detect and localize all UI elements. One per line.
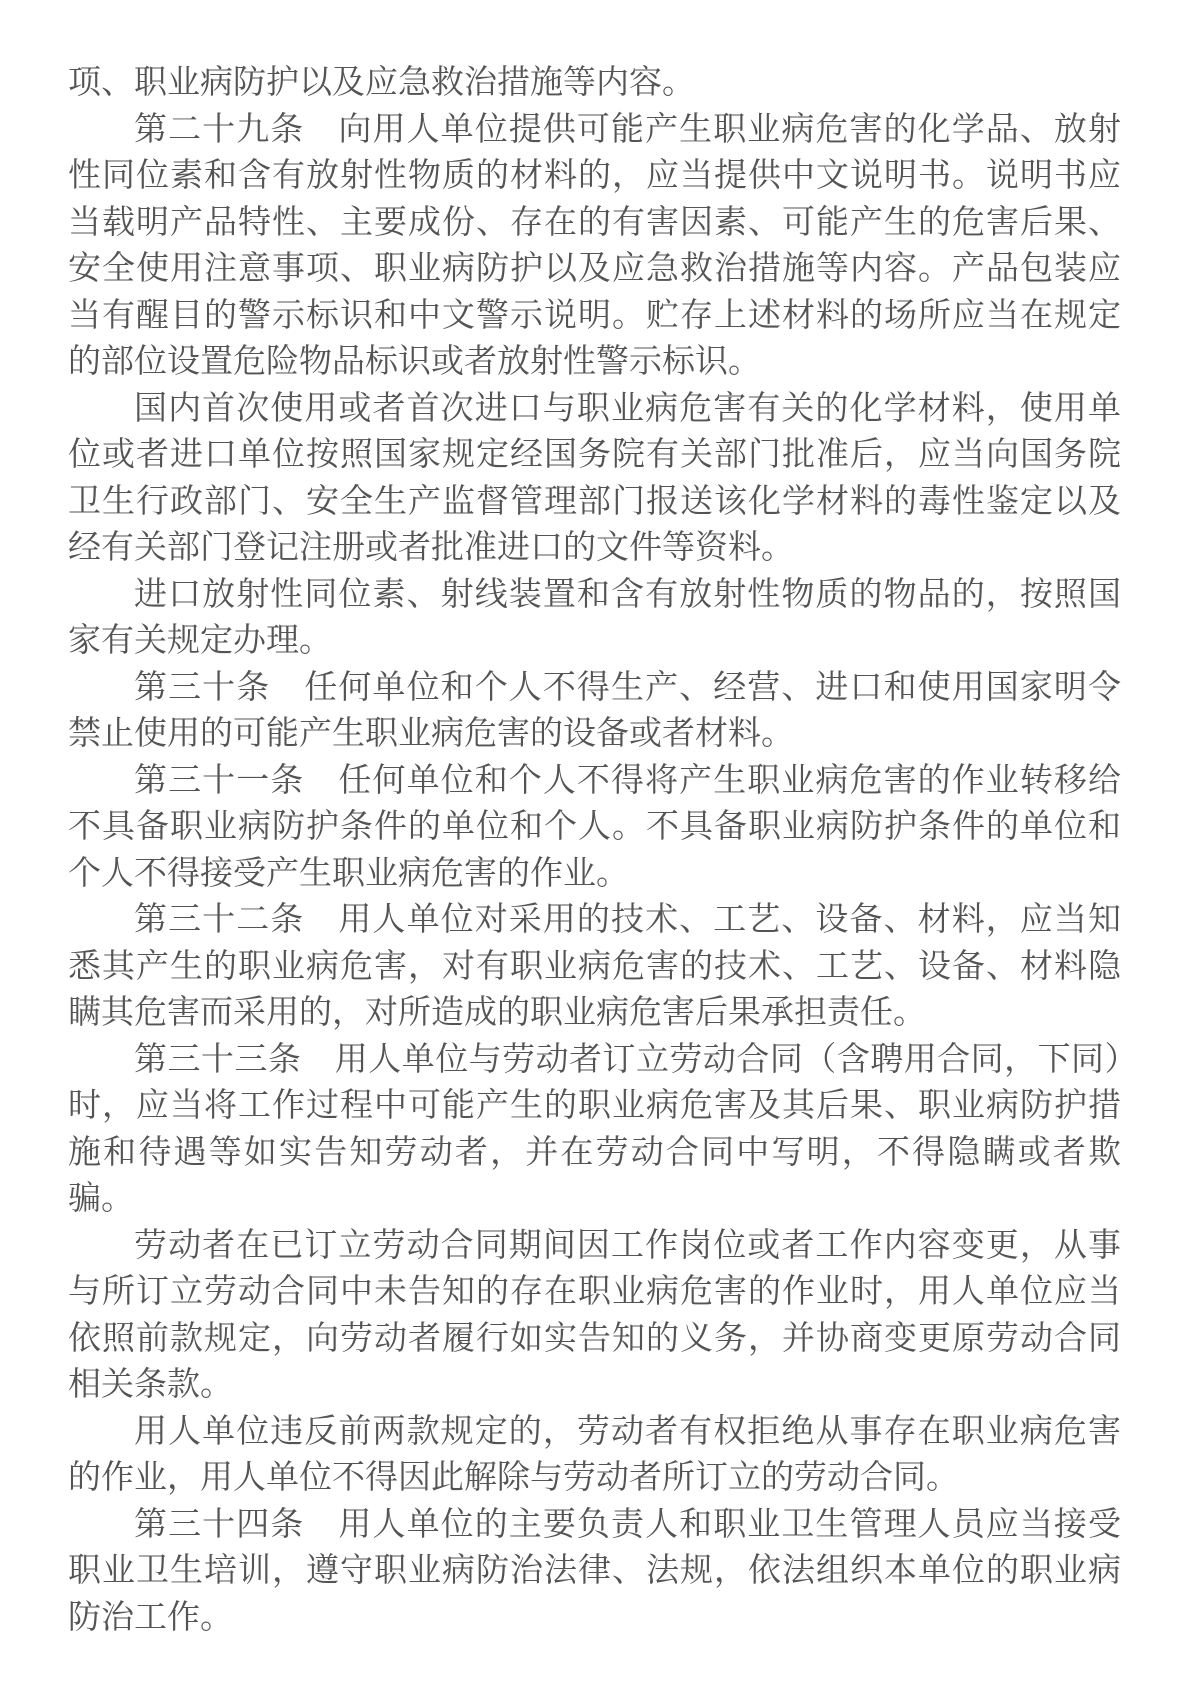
article-34: 第三十四条 用人单位的主要负责人和职业卫生管理人员应当接受职业卫生培训，遵守职业病防治法律、法规，依法组织本单位的职业病防治工作。 xyxy=(68,1503,1121,1636)
article-31: 第三十一条 任何单位和个人不得将产生职业病危害的作业转移给不具备职业病防护条件的单位和个人。不具备职业病防护条件的单位和个人不得接受产生职业病危害的作业。 xyxy=(68,759,1121,892)
article-32: 第三十二条 用人单位对采用的技术、工艺、设备、材料，应当知悉其产生的职业病危害，对有职业病危害的技术、工艺、设备、材料隐瞒其危害而采用的，对所造成的职业病危害后果承担责任。 xyxy=(68,899,1121,1031)
article-30: 第三十条 任何单位和个人不得生产、经营、进口和使用国家明令禁止使用的可能产生职业病危害的设备或者材料。 xyxy=(68,666,1121,752)
article-29-para-3-radioactive-import: 进口放射性同位素、射线装置和含有放射性物质的物品的，按照国家有关规定办理。 xyxy=(68,573,1121,659)
paragraph-continuation-from-previous-page: 项、职业病防护以及应急救治措施等内容。 xyxy=(68,62,695,101)
article-29-para-1: 第二十九条 向用人单位提供可能产生职业病危害的化学品、放射性同位素和含有放射性物质的材料的，应当提供中文说明书。说明书应当载明产品特性、主要成份、存在的有害因素、可能产生的危害后果、安全使用注意事项、职业病防护以及应急救治措施等内容。产品包装应当有醒目的警示标识和中文警示说明。贮存上述材料的场所应当在规定的部位设置危险物品标识或者放射性警示标识。 xyxy=(68,108,1121,380)
article-33-para-2-contract-change: 劳动者在已订立劳动合同期间因工作岗位或者工作内容变更，从事与所订立劳动合同中未告知的存在职业病危害的作业时，用人单位应当依照前款规定，向劳动者履行如实告知的义务，并协商变更原劳动合同相关条款。 xyxy=(68,1224,1121,1403)
article-33-para-1: 第三十三条 用人单位与劳动者订立劳动合同（含聘用合同，下同）时，应当将工作过程中可能产生的职业病危害及其后果、职业病防护措施和待遇等如实告知劳动者，并在劳动合同中写明，不得隐瞒或者欺骗。 xyxy=(68,1038,1121,1217)
article-33-para-3-refusal-right: 用人单位违反前两款规定的，劳动者有权拒绝从事存在职业病危害的作业，用人单位不得因此解除与劳动者所订立的劳动合同。 xyxy=(68,1410,1121,1496)
article-29-para-2-first-import-approval: 国内首次使用或者首次进口与职业病危害有关的化学材料，使用单位或者进口单位按照国家规定经国务院有关部门批准后，应当向国务院卫生行政部门、安全生产监督管理部门报送该化学材料的毒性鉴定以及经有关部门登记注册或者批准进口的文件等资料。 xyxy=(68,387,1121,566)
document-content xyxy=(68,59,1121,1640)
